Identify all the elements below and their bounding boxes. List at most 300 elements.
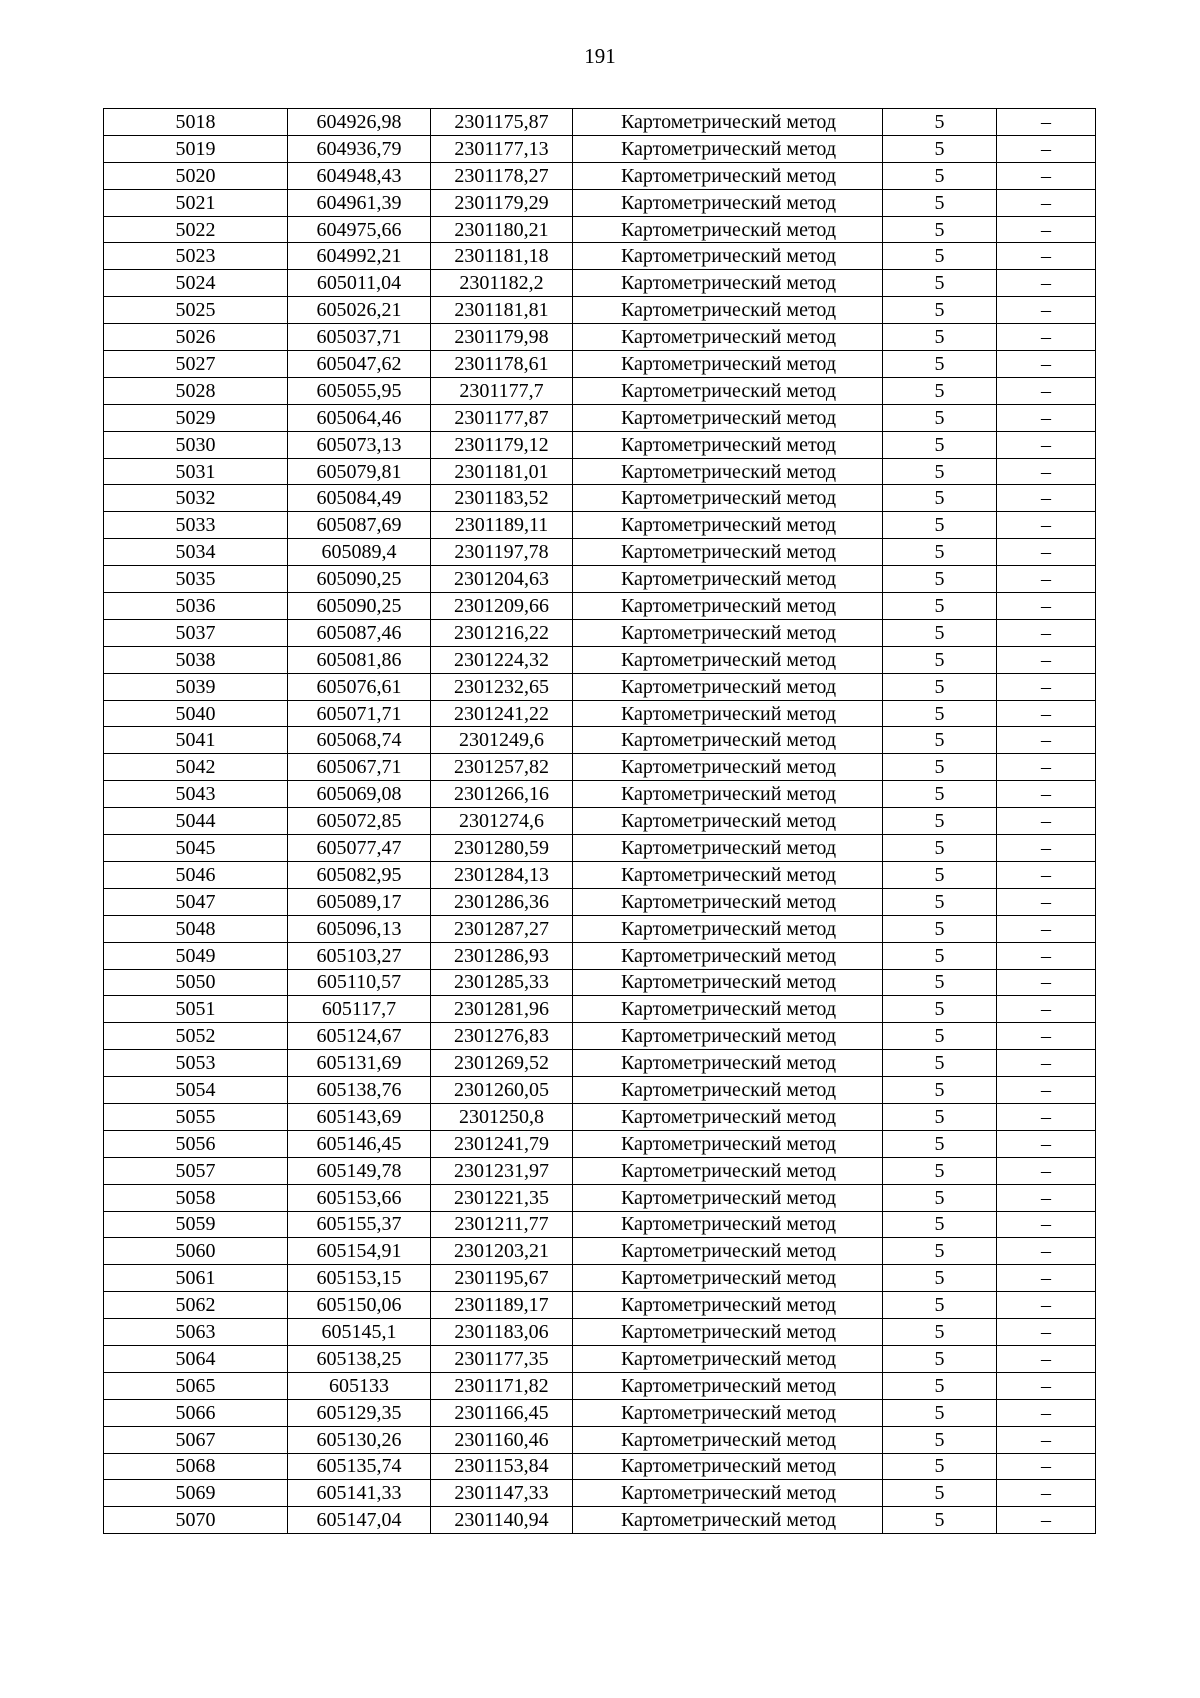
description-cell: –: [997, 1399, 1096, 1426]
point-number-cell: 5059: [104, 1211, 288, 1238]
x-coordinate-cell: 605147,04: [288, 1507, 431, 1534]
point-number-cell: 5025: [104, 297, 288, 324]
x-coordinate-cell: 605064,46: [288, 404, 431, 431]
x-coordinate-cell: 604961,39: [288, 189, 431, 216]
x-coordinate-cell: 605130,26: [288, 1426, 431, 1453]
table-row: [104, 216, 1096, 243]
table-row: [104, 619, 1096, 646]
description-cell: –: [997, 1426, 1096, 1453]
table-row: [104, 754, 1096, 781]
table-row: [104, 1238, 1096, 1265]
method-cell: Картометрический метод: [573, 1077, 883, 1104]
table-row: [104, 700, 1096, 727]
accuracy-cell: 5: [883, 1238, 997, 1265]
method-cell: Картометрический метод: [573, 404, 883, 431]
table-row: [104, 109, 1096, 136]
accuracy-cell: 5: [883, 512, 997, 539]
point-number-cell: 5037: [104, 619, 288, 646]
accuracy-cell: 5: [883, 700, 997, 727]
y-coordinate-cell: 2301166,45: [431, 1399, 573, 1426]
table-row: [104, 861, 1096, 888]
description-cell: –: [997, 512, 1096, 539]
x-coordinate-cell: 605146,45: [288, 1130, 431, 1157]
y-coordinate-cell: 2301183,52: [431, 485, 573, 512]
description-cell: –: [997, 243, 1096, 270]
description-cell: –: [997, 593, 1096, 620]
description-cell: –: [997, 673, 1096, 700]
y-coordinate-cell: 2301286,93: [431, 942, 573, 969]
x-coordinate-cell: 604926,98: [288, 109, 431, 136]
method-cell: Картометрический метод: [573, 216, 883, 243]
table-row: [104, 135, 1096, 162]
accuracy-cell: 5: [883, 1453, 997, 1480]
point-number-cell: 5050: [104, 969, 288, 996]
point-number-cell: 5066: [104, 1399, 288, 1426]
point-number-cell: 5030: [104, 431, 288, 458]
table-row: [104, 377, 1096, 404]
y-coordinate-cell: 2301221,35: [431, 1184, 573, 1211]
method-cell: Картометрический метод: [573, 700, 883, 727]
table-row: [104, 431, 1096, 458]
description-cell: –: [997, 485, 1096, 512]
y-coordinate-cell: 2301177,35: [431, 1345, 573, 1372]
method-cell: Картометрический метод: [573, 1130, 883, 1157]
x-coordinate-cell: 604992,21: [288, 243, 431, 270]
x-coordinate-cell: 605079,81: [288, 458, 431, 485]
y-coordinate-cell: 2301211,77: [431, 1211, 573, 1238]
y-coordinate-cell: 2301195,67: [431, 1265, 573, 1292]
x-coordinate-cell: 605089,4: [288, 539, 431, 566]
x-coordinate-cell: 605055,95: [288, 377, 431, 404]
method-cell: Картометрический метод: [573, 1265, 883, 1292]
x-coordinate-cell: 605081,86: [288, 646, 431, 673]
y-coordinate-cell: 2301232,65: [431, 673, 573, 700]
description-cell: –: [997, 1103, 1096, 1130]
accuracy-cell: 5: [883, 1480, 997, 1507]
x-coordinate-cell: 605155,37: [288, 1211, 431, 1238]
method-cell: Картометрический метод: [573, 485, 883, 512]
point-number-cell: 5067: [104, 1426, 288, 1453]
x-coordinate-cell: 605154,91: [288, 1238, 431, 1265]
point-number-cell: 5041: [104, 727, 288, 754]
x-coordinate-cell: 604948,43: [288, 162, 431, 189]
description-cell: –: [997, 1238, 1096, 1265]
point-number-cell: 5061: [104, 1265, 288, 1292]
y-coordinate-cell: 2301231,97: [431, 1157, 573, 1184]
method-cell: Картометрический метод: [573, 1345, 883, 1372]
accuracy-cell: 5: [883, 324, 997, 351]
description-cell: –: [997, 109, 1096, 136]
method-cell: Картометрический метод: [573, 566, 883, 593]
point-number-cell: 5027: [104, 351, 288, 378]
y-coordinate-cell: 2301269,52: [431, 1050, 573, 1077]
accuracy-cell: 5: [883, 1292, 997, 1319]
point-number-cell: 5045: [104, 835, 288, 862]
accuracy-cell: 5: [883, 404, 997, 431]
y-coordinate-cell: 2301181,18: [431, 243, 573, 270]
accuracy-cell: 5: [883, 539, 997, 566]
point-number-cell: 5040: [104, 700, 288, 727]
point-number-cell: 5055: [104, 1103, 288, 1130]
point-number-cell: 5070: [104, 1507, 288, 1534]
point-number-cell: 5054: [104, 1077, 288, 1104]
x-coordinate-cell: 605087,69: [288, 512, 431, 539]
accuracy-cell: 5: [883, 942, 997, 969]
y-coordinate-cell: 2301189,17: [431, 1292, 573, 1319]
accuracy-cell: 5: [883, 216, 997, 243]
table-row: [104, 485, 1096, 512]
table-row: [104, 673, 1096, 700]
method-cell: Картометрический метод: [573, 189, 883, 216]
y-coordinate-cell: 2301180,21: [431, 216, 573, 243]
description-cell: –: [997, 1130, 1096, 1157]
description-cell: –: [997, 808, 1096, 835]
accuracy-cell: 5: [883, 808, 997, 835]
point-number-cell: 5022: [104, 216, 288, 243]
table-row: [104, 969, 1096, 996]
accuracy-cell: 5: [883, 1319, 997, 1346]
y-coordinate-cell: 2301260,05: [431, 1077, 573, 1104]
method-cell: Картометрический метод: [573, 1050, 883, 1077]
method-cell: Картометрический метод: [573, 1023, 883, 1050]
method-cell: Картометрический метод: [573, 1184, 883, 1211]
description-cell: –: [997, 377, 1096, 404]
y-coordinate-cell: 2301266,16: [431, 781, 573, 808]
method-cell: Картометрический метод: [573, 1292, 883, 1319]
method-cell: Картометрический метод: [573, 1372, 883, 1399]
x-coordinate-cell: 605145,1: [288, 1319, 431, 1346]
description-cell: –: [997, 431, 1096, 458]
accuracy-cell: 5: [883, 1130, 997, 1157]
point-number-cell: 5043: [104, 781, 288, 808]
accuracy-cell: 5: [883, 754, 997, 781]
point-number-cell: 5064: [104, 1345, 288, 1372]
table-row: [104, 1184, 1096, 1211]
point-number-cell: 5020: [104, 162, 288, 189]
description-cell: –: [997, 1319, 1096, 1346]
x-coordinate-cell: 605096,13: [288, 915, 431, 942]
x-coordinate-cell: 605037,71: [288, 324, 431, 351]
method-cell: Картометрический метод: [573, 135, 883, 162]
description-cell: –: [997, 1453, 1096, 1480]
y-coordinate-cell: 2301216,22: [431, 619, 573, 646]
accuracy-cell: 5: [883, 431, 997, 458]
point-number-cell: 5053: [104, 1050, 288, 1077]
method-cell: Картометрический метод: [573, 162, 883, 189]
description-cell: –: [997, 861, 1096, 888]
description-cell: –: [997, 915, 1096, 942]
y-coordinate-cell: 2301224,32: [431, 646, 573, 673]
accuracy-cell: 5: [883, 1507, 997, 1534]
method-cell: Картометрический метод: [573, 1507, 883, 1534]
x-coordinate-cell: 605076,61: [288, 673, 431, 700]
accuracy-cell: 5: [883, 189, 997, 216]
accuracy-cell: 5: [883, 109, 997, 136]
accuracy-cell: 5: [883, 1023, 997, 1050]
point-number-cell: 5033: [104, 512, 288, 539]
y-coordinate-cell: 2301204,63: [431, 566, 573, 593]
table-row: [104, 1507, 1096, 1534]
description-cell: –: [997, 942, 1096, 969]
description-cell: –: [997, 835, 1096, 862]
accuracy-cell: 5: [883, 1399, 997, 1426]
y-coordinate-cell: 2301153,84: [431, 1453, 573, 1480]
method-cell: Картометрический метод: [573, 109, 883, 136]
accuracy-cell: 5: [883, 377, 997, 404]
accuracy-cell: 5: [883, 835, 997, 862]
table-row: [104, 1023, 1096, 1050]
y-coordinate-cell: 2301257,82: [431, 754, 573, 781]
point-number-cell: 5046: [104, 861, 288, 888]
x-coordinate-cell: 605110,57: [288, 969, 431, 996]
y-coordinate-cell: 2301284,13: [431, 861, 573, 888]
method-cell: Картометрический метод: [573, 297, 883, 324]
accuracy-cell: 5: [883, 297, 997, 324]
table-row: [104, 915, 1096, 942]
description-cell: –: [997, 1077, 1096, 1104]
x-coordinate-cell: 605150,06: [288, 1292, 431, 1319]
method-cell: Картометрический метод: [573, 808, 883, 835]
table-row: [104, 1319, 1096, 1346]
x-coordinate-cell: 605117,7: [288, 996, 431, 1023]
table-row: [104, 1077, 1096, 1104]
y-coordinate-cell: 2301285,33: [431, 969, 573, 996]
accuracy-cell: 5: [883, 1184, 997, 1211]
y-coordinate-cell: 2301181,81: [431, 297, 573, 324]
accuracy-cell: 5: [883, 351, 997, 378]
x-coordinate-cell: 605149,78: [288, 1157, 431, 1184]
description-cell: –: [997, 135, 1096, 162]
x-coordinate-cell: 605133: [288, 1372, 431, 1399]
description-cell: –: [997, 1507, 1096, 1534]
description-cell: –: [997, 324, 1096, 351]
accuracy-cell: 5: [883, 593, 997, 620]
method-cell: Картометрический метод: [573, 593, 883, 620]
table-row: [104, 458, 1096, 485]
x-coordinate-cell: 605084,49: [288, 485, 431, 512]
table-row: [104, 324, 1096, 351]
table-row: [104, 1345, 1096, 1372]
point-number-cell: 5060: [104, 1238, 288, 1265]
table-row: [104, 539, 1096, 566]
accuracy-cell: 5: [883, 646, 997, 673]
description-cell: –: [997, 1184, 1096, 1211]
table-row: [104, 162, 1096, 189]
x-coordinate-cell: 605103,27: [288, 942, 431, 969]
accuracy-cell: 5: [883, 243, 997, 270]
y-coordinate-cell: 2301175,87: [431, 109, 573, 136]
table-row: [104, 1480, 1096, 1507]
description-cell: –: [997, 270, 1096, 297]
table-row: [104, 1130, 1096, 1157]
point-number-cell: 5049: [104, 942, 288, 969]
accuracy-cell: 5: [883, 727, 997, 754]
accuracy-cell: 5: [883, 1372, 997, 1399]
table-row: [104, 270, 1096, 297]
method-cell: Картометрический метод: [573, 1399, 883, 1426]
coordinates-table: [103, 108, 1096, 1534]
description-cell: –: [997, 539, 1096, 566]
point-number-cell: 5028: [104, 377, 288, 404]
y-coordinate-cell: 2301280,59: [431, 835, 573, 862]
table-row: [104, 996, 1096, 1023]
table-row: [104, 243, 1096, 270]
method-cell: Картометрический метод: [573, 270, 883, 297]
method-cell: Картометрический метод: [573, 727, 883, 754]
y-coordinate-cell: 2301177,7: [431, 377, 573, 404]
description-cell: –: [997, 1157, 1096, 1184]
y-coordinate-cell: 2301203,21: [431, 1238, 573, 1265]
y-coordinate-cell: 2301287,27: [431, 915, 573, 942]
description-cell: –: [997, 1345, 1096, 1372]
y-coordinate-cell: 2301241,22: [431, 700, 573, 727]
y-coordinate-cell: 2301179,29: [431, 189, 573, 216]
point-number-cell: 5047: [104, 888, 288, 915]
y-coordinate-cell: 2301177,87: [431, 404, 573, 431]
method-cell: Картометрический метод: [573, 942, 883, 969]
y-coordinate-cell: 2301182,2: [431, 270, 573, 297]
table-row: [104, 404, 1096, 431]
description-cell: –: [997, 216, 1096, 243]
point-number-cell: 5024: [104, 270, 288, 297]
y-coordinate-cell: 2301140,94: [431, 1507, 573, 1534]
description-cell: –: [997, 189, 1096, 216]
description-cell: –: [997, 162, 1096, 189]
point-number-cell: 5056: [104, 1130, 288, 1157]
accuracy-cell: 5: [883, 270, 997, 297]
y-coordinate-cell: 2301171,82: [431, 1372, 573, 1399]
table-row: [104, 189, 1096, 216]
point-number-cell: 5062: [104, 1292, 288, 1319]
method-cell: Картометрический метод: [573, 324, 883, 351]
x-coordinate-cell: 605138,25: [288, 1345, 431, 1372]
accuracy-cell: 5: [883, 1211, 997, 1238]
method-cell: Картометрический метод: [573, 619, 883, 646]
table-row: [104, 566, 1096, 593]
method-cell: Картометрический метод: [573, 1103, 883, 1130]
point-number-cell: 5029: [104, 404, 288, 431]
method-cell: Картометрический метод: [573, 1238, 883, 1265]
method-cell: Картометрический метод: [573, 996, 883, 1023]
x-coordinate-cell: 605047,62: [288, 351, 431, 378]
x-coordinate-cell: 605071,71: [288, 700, 431, 727]
x-coordinate-cell: 605090,25: [288, 566, 431, 593]
point-number-cell: 5058: [104, 1184, 288, 1211]
table-row: [104, 646, 1096, 673]
method-cell: Картометрический метод: [573, 1157, 883, 1184]
accuracy-cell: 5: [883, 135, 997, 162]
method-cell: Картометрический метод: [573, 458, 883, 485]
point-number-cell: 5034: [104, 539, 288, 566]
x-coordinate-cell: 605141,33: [288, 1480, 431, 1507]
y-coordinate-cell: 2301209,66: [431, 593, 573, 620]
description-cell: –: [997, 888, 1096, 915]
description-cell: –: [997, 1292, 1096, 1319]
x-coordinate-cell: 605153,66: [288, 1184, 431, 1211]
point-number-cell: 5038: [104, 646, 288, 673]
point-number-cell: 5035: [104, 566, 288, 593]
accuracy-cell: 5: [883, 915, 997, 942]
accuracy-cell: 5: [883, 566, 997, 593]
x-coordinate-cell: 605124,67: [288, 1023, 431, 1050]
x-coordinate-cell: 605069,08: [288, 781, 431, 808]
description-cell: –: [997, 700, 1096, 727]
description-cell: –: [997, 297, 1096, 324]
x-coordinate-cell: 605011,04: [288, 270, 431, 297]
table-row: [104, 727, 1096, 754]
table-row: [104, 297, 1096, 324]
page-number: 191: [584, 44, 616, 68]
x-coordinate-cell: 605143,69: [288, 1103, 431, 1130]
y-coordinate-cell: 2301197,78: [431, 539, 573, 566]
accuracy-cell: 5: [883, 1050, 997, 1077]
method-cell: Картометрический метод: [573, 835, 883, 862]
point-number-cell: 5018: [104, 109, 288, 136]
description-cell: –: [997, 1480, 1096, 1507]
y-coordinate-cell: 2301160,46: [431, 1426, 573, 1453]
x-coordinate-cell: 605087,46: [288, 619, 431, 646]
method-cell: Картометрический метод: [573, 969, 883, 996]
accuracy-cell: 5: [883, 1157, 997, 1184]
method-cell: Картометрический метод: [573, 1211, 883, 1238]
x-coordinate-cell: 605077,47: [288, 835, 431, 862]
table-row: [104, 1399, 1096, 1426]
accuracy-cell: 5: [883, 1103, 997, 1130]
method-cell: Картометрический метод: [573, 754, 883, 781]
accuracy-cell: 5: [883, 485, 997, 512]
y-coordinate-cell: 2301286,36: [431, 888, 573, 915]
y-coordinate-cell: 2301179,98: [431, 324, 573, 351]
point-number-cell: 5026: [104, 324, 288, 351]
method-cell: Картометрический метод: [573, 915, 883, 942]
point-number-cell: 5051: [104, 996, 288, 1023]
description-cell: –: [997, 1211, 1096, 1238]
x-coordinate-cell: 605089,17: [288, 888, 431, 915]
method-cell: Картометрический метод: [573, 1426, 883, 1453]
accuracy-cell: 5: [883, 1345, 997, 1372]
y-coordinate-cell: 2301241,79: [431, 1130, 573, 1157]
table-row: [104, 593, 1096, 620]
x-coordinate-cell: 605082,95: [288, 861, 431, 888]
method-cell: Картометрический метод: [573, 861, 883, 888]
x-coordinate-cell: 605068,74: [288, 727, 431, 754]
point-number-cell: 5031: [104, 458, 288, 485]
y-coordinate-cell: 2301274,6: [431, 808, 573, 835]
description-cell: –: [997, 969, 1096, 996]
accuracy-cell: 5: [883, 673, 997, 700]
point-number-cell: 5069: [104, 1480, 288, 1507]
table-row: [104, 1372, 1096, 1399]
point-number-cell: 5021: [104, 189, 288, 216]
table-row: [104, 1265, 1096, 1292]
description-cell: –: [997, 404, 1096, 431]
accuracy-cell: 5: [883, 162, 997, 189]
description-cell: –: [997, 996, 1096, 1023]
x-coordinate-cell: 605153,15: [288, 1265, 431, 1292]
point-number-cell: 5065: [104, 1372, 288, 1399]
y-coordinate-cell: 2301183,06: [431, 1319, 573, 1346]
description-cell: –: [997, 458, 1096, 485]
method-cell: Картометрический метод: [573, 888, 883, 915]
method-cell: Картометрический метод: [573, 351, 883, 378]
x-coordinate-cell: 604975,66: [288, 216, 431, 243]
method-cell: Картометрический метод: [573, 781, 883, 808]
accuracy-cell: 5: [883, 781, 997, 808]
table-row: [104, 1292, 1096, 1319]
description-cell: –: [997, 1372, 1096, 1399]
accuracy-cell: 5: [883, 1265, 997, 1292]
table-row: [104, 351, 1096, 378]
